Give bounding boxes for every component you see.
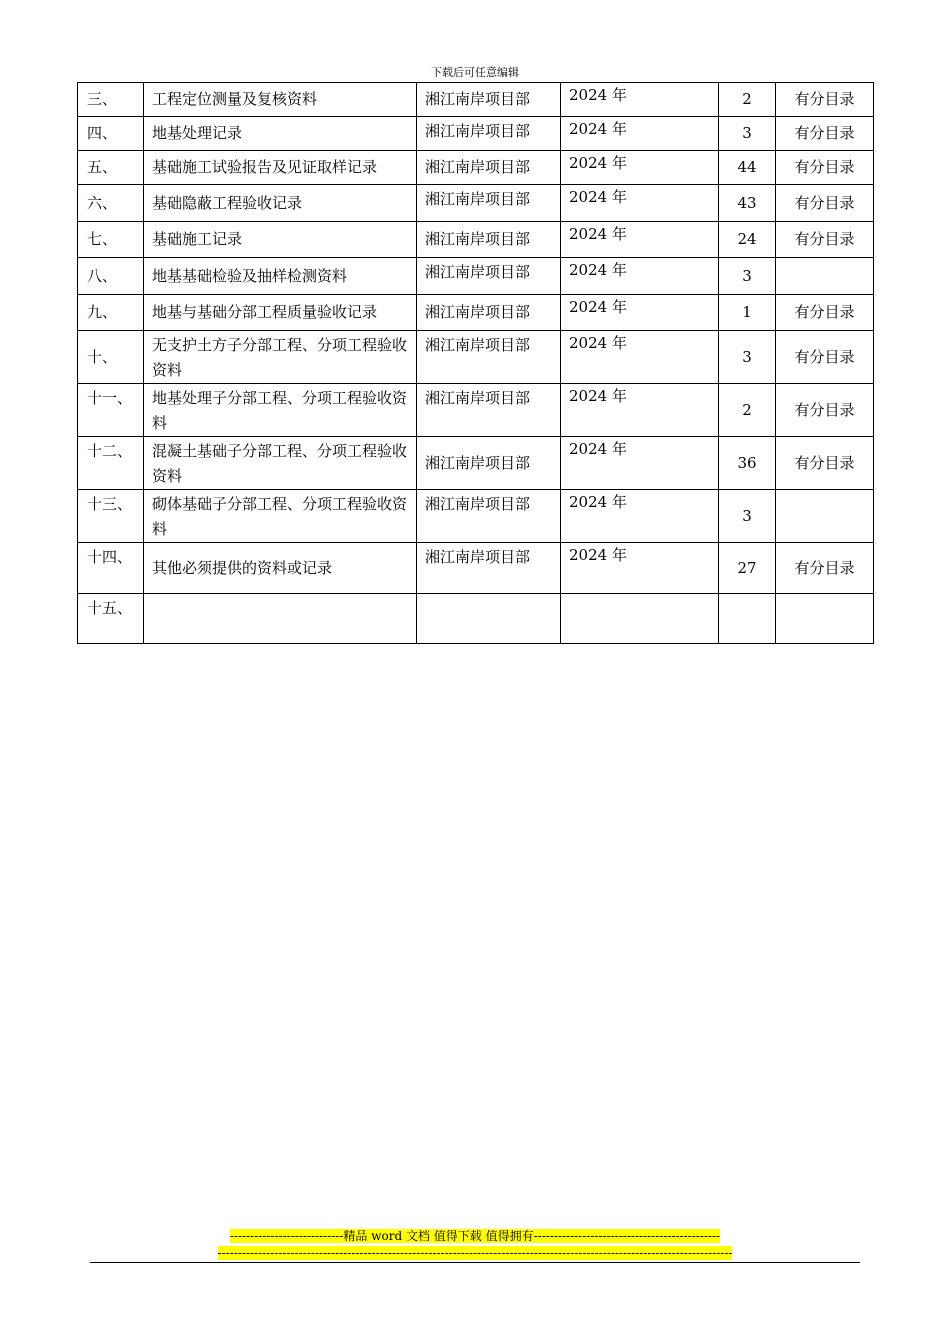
row-title: 基础施工试验报告及见证取样记录 bbox=[144, 151, 417, 185]
row-title: 混凝土基础子分部工程、分项工程验收资料 bbox=[144, 437, 417, 490]
table-row bbox=[78, 258, 874, 295]
row-year: 2024 年 bbox=[561, 543, 719, 594]
row-unit: 湘江南岸项目部 bbox=[417, 490, 561, 543]
row-number: 四、 bbox=[78, 117, 144, 151]
row-title: 砌体基础子分部工程、分项工程验收资料 bbox=[144, 490, 417, 543]
row-unit: 湘江南岸项目部 bbox=[417, 83, 561, 117]
row-note: 有分目录 bbox=[776, 151, 874, 185]
row-note: 有分目录 bbox=[776, 83, 874, 117]
row-year bbox=[561, 594, 719, 644]
row-unit: 湘江南岸项目部 bbox=[417, 185, 561, 222]
row-number: 八、 bbox=[78, 258, 144, 295]
row-number: 十五、 bbox=[78, 594, 144, 644]
footer-divider bbox=[90, 1262, 860, 1263]
row-title: 基础隐蔽工程验收记录 bbox=[144, 185, 417, 222]
row-year: 2024 年 bbox=[561, 185, 719, 222]
row-title: 工程定位测量及复核资料 bbox=[144, 83, 417, 117]
row-title bbox=[144, 594, 417, 644]
row-title: 无支护土方子分部工程、分项工程验收资料 bbox=[144, 331, 417, 384]
row-number: 九、 bbox=[78, 295, 144, 331]
row-number: 七、 bbox=[78, 222, 144, 258]
footer-banner-line-1: ----------------------------精品 word 文档 值得下载 值得拥有---------------------------------------------- bbox=[229, 1229, 721, 1243]
row-number: 十三、 bbox=[78, 490, 144, 543]
table-row bbox=[78, 185, 874, 222]
row-note: 有分目录 bbox=[776, 543, 874, 594]
row-note: 有分目录 bbox=[776, 437, 874, 490]
row-count: 2 bbox=[719, 83, 776, 117]
row-year: 2024 年 bbox=[561, 437, 719, 490]
row-count: 3 bbox=[719, 117, 776, 151]
row-unit bbox=[417, 594, 561, 644]
row-count: 43 bbox=[719, 185, 776, 222]
row-note bbox=[776, 258, 874, 295]
row-note: 有分目录 bbox=[776, 384, 874, 437]
table-row bbox=[78, 594, 874, 644]
table-row bbox=[78, 151, 874, 185]
row-title: 地基处理记录 bbox=[144, 117, 417, 151]
row-title: 基础施工记录 bbox=[144, 222, 417, 258]
row-count: 3 bbox=[719, 490, 776, 543]
row-count: 3 bbox=[719, 331, 776, 384]
row-unit: 湘江南岸项目部 bbox=[417, 295, 561, 331]
row-unit: 湘江南岸项目部 bbox=[417, 437, 561, 490]
row-title: 地基与基础分部工程质量验收记录 bbox=[144, 295, 417, 331]
table-row bbox=[78, 331, 874, 384]
table-row bbox=[78, 117, 874, 151]
table-row bbox=[78, 437, 874, 490]
row-number: 三、 bbox=[78, 83, 144, 117]
row-year: 2024 年 bbox=[561, 151, 719, 185]
row-unit: 湘江南岸项目部 bbox=[417, 222, 561, 258]
row-unit: 湘江南岸项目部 bbox=[417, 151, 561, 185]
row-title: 其他必须提供的资料或记录 bbox=[144, 543, 417, 594]
row-number: 十四、 bbox=[78, 543, 144, 594]
row-count bbox=[719, 594, 776, 644]
row-year: 2024 年 bbox=[561, 258, 719, 295]
page-header-note: 下载后可任意编辑 bbox=[431, 66, 519, 79]
row-unit: 湘江南岸项目部 bbox=[417, 258, 561, 295]
row-number: 十一、 bbox=[78, 384, 144, 437]
table-row bbox=[78, 543, 874, 594]
row-count: 1 bbox=[719, 295, 776, 331]
footer-banner bbox=[0, 1228, 950, 1262]
row-number: 五、 bbox=[78, 151, 144, 185]
row-note: 有分目录 bbox=[776, 331, 874, 384]
row-year: 2024 年 bbox=[561, 490, 719, 543]
row-year: 2024 年 bbox=[561, 117, 719, 151]
row-note: 有分目录 bbox=[776, 295, 874, 331]
row-title: 地基处理子分部工程、分项工程验收资料 bbox=[144, 384, 417, 437]
row-count: 3 bbox=[719, 258, 776, 295]
row-unit: 湘江南岸项目部 bbox=[417, 331, 561, 384]
table-row bbox=[78, 490, 874, 543]
footer-banner-line-2: ------------------------------------------------------------------------------------------------------------------------------- bbox=[217, 1246, 733, 1260]
row-year: 2024 年 bbox=[561, 83, 719, 117]
row-note: 有分目录 bbox=[776, 117, 874, 151]
row-unit: 湘江南岸项目部 bbox=[417, 384, 561, 437]
row-note: 有分目录 bbox=[776, 185, 874, 222]
table-row bbox=[78, 295, 874, 331]
row-count: 36 bbox=[719, 437, 776, 490]
row-number: 十二、 bbox=[78, 437, 144, 490]
row-year: 2024 年 bbox=[561, 222, 719, 258]
row-number: 十、 bbox=[78, 331, 144, 384]
row-unit: 湘江南岸项目部 bbox=[417, 117, 561, 151]
row-count: 2 bbox=[719, 384, 776, 437]
row-year: 2024 年 bbox=[561, 384, 719, 437]
row-count: 27 bbox=[719, 543, 776, 594]
row-count: 24 bbox=[719, 222, 776, 258]
row-unit: 湘江南岸项目部 bbox=[417, 543, 561, 594]
row-title: 地基基础检验及抽样检测资料 bbox=[144, 258, 417, 295]
row-note: 有分目录 bbox=[776, 222, 874, 258]
table-row bbox=[78, 222, 874, 258]
row-note bbox=[776, 490, 874, 543]
table-row bbox=[78, 384, 874, 437]
row-number: 六、 bbox=[78, 185, 144, 222]
row-year: 2024 年 bbox=[561, 295, 719, 331]
row-note bbox=[776, 594, 874, 644]
document-catalog-table bbox=[77, 82, 874, 644]
row-year: 2024 年 bbox=[561, 331, 719, 384]
row-count: 44 bbox=[719, 151, 776, 185]
table-row bbox=[78, 83, 874, 117]
